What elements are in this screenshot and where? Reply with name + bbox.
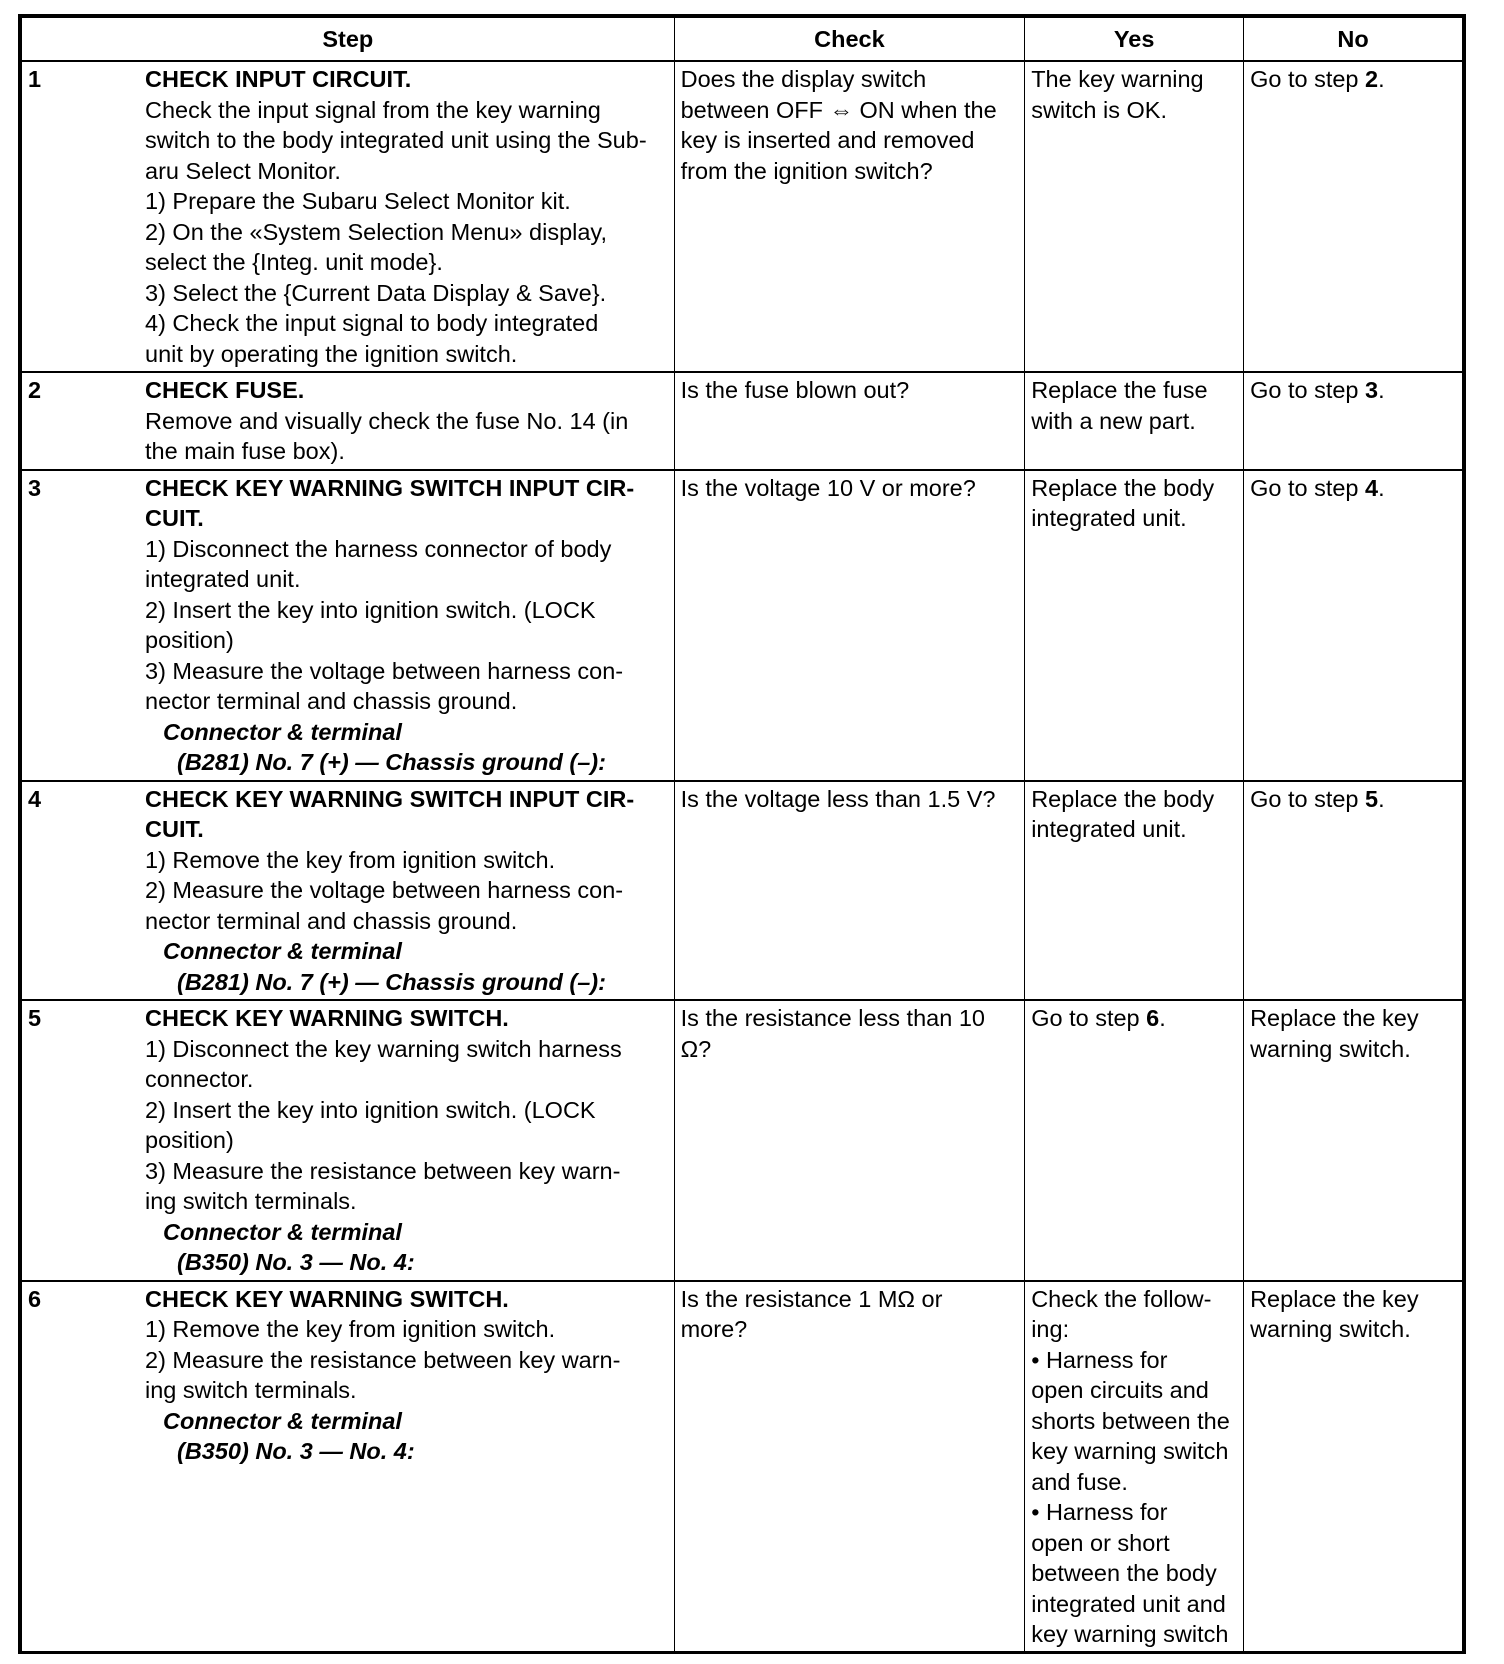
check-line: between OFF ⇔ ON when the [680,96,997,123]
connector-value: (B350) No. 3 — No. 4: [177,1438,415,1464]
connector-value: (B281) No. 7 (+) — Chassis ground (–): [177,968,606,995]
no-suffix: . [1378,377,1385,403]
yes-line: Replace the body [1031,474,1215,501]
connector-label: Connector & terminal [163,1407,402,1434]
table-row [22,1281,1463,1653]
step-line: ing switch terminals. [145,1188,357,1214]
step-line: 1) Disconnect the key warning switch harness [145,1035,622,1062]
yes-line: • Harness for [1031,1346,1168,1373]
step-title: CHECK KEY WARNING SWITCH INPUT CIR- [145,785,635,812]
yes-line: ing: [1031,1316,1070,1342]
table-row [22,470,1463,781]
no-suffix: . [1378,785,1385,812]
step-title: CUIT. [145,816,204,842]
step-line: position) [145,627,234,653]
no-line: Replace the key [1250,1285,1419,1312]
yes-line: and fuse. [1031,1468,1128,1495]
no-step-ref: 4 [1365,474,1379,501]
yes-suffix: . [1159,1005,1166,1031]
step-line: Remove and visually check the fuse No. 14 (in [145,407,629,434]
yes-line: open or short [1031,1529,1170,1556]
step-number: 3 [28,474,42,501]
step-number: 1 [28,66,42,92]
no-cell [1244,372,1463,470]
check-cell [674,781,1025,1001]
step-line: 4) Check the input signal to body integrated [145,310,599,336]
step-title: CHECK FUSE. [145,377,305,403]
yes-line: Check the follow- [1031,1285,1212,1312]
no-step-ref: 2 [1365,66,1379,92]
step-line: ing switch terminals. [145,1377,357,1403]
step-cell [22,61,675,372]
check-line: more? [680,1316,748,1342]
check-line: Is the resistance 1 MΩ or [680,1285,943,1312]
no-suffix: . [1378,66,1385,92]
step-title: CUIT. [145,505,204,531]
step-cell [22,1000,675,1281]
step-line: 2) Measure the resistance between key warn- [145,1346,621,1373]
step-cell [22,781,675,1001]
check-cell [674,61,1025,372]
step-cell [22,1281,675,1653]
diagnostic-table-page [18,14,1466,1654]
step-line: 3) Measure the voltage between harness con- [145,657,624,684]
step-line: select the {Integ. unit mode}. [145,249,443,275]
step-line: 1) Disconnect the harness connector of body [145,535,612,562]
no-step-ref: 5 [1365,785,1379,812]
yes-cell [1025,372,1244,470]
no-cell [1244,1000,1463,1281]
step-line: connector. [145,1066,254,1092]
check-line: Is the voltage 10 V or more? [680,474,976,501]
step-line: 1) Remove the key from ignition switch. [145,1316,556,1342]
no-cell [1244,781,1463,1001]
table-row [22,1000,1463,1281]
step-line: 1) Remove the key from ignition switch. [145,846,556,873]
yes-cell [1025,470,1244,781]
step-line: aru Select Monitor. [145,157,341,184]
step-number: 2 [28,377,42,403]
no-line: warning switch. [1250,1035,1411,1062]
yes-cell [1025,61,1244,372]
no-cell [1244,61,1463,372]
check-line: Does the display switch [680,66,927,92]
yes-line: between the body [1031,1560,1217,1586]
step-line: nector terminal and chassis ground. [145,688,518,714]
header-check: Check [674,18,1025,62]
diagnostic-table [21,17,1463,1653]
check-line: from the ignition switch? [680,157,933,184]
check-cell [674,1281,1025,1653]
no-text: Go to step [1250,785,1366,812]
step-line: 1) Prepare the Subaru Select Monitor kit. [145,188,571,214]
yes-line: integrated unit and [1031,1590,1226,1617]
yes-text: Go to step [1031,1005,1147,1031]
check-cell [674,1000,1025,1281]
yes-line: The key warning [1031,66,1204,92]
yes-line: with a new part. [1031,407,1196,434]
no-suffix: . [1378,474,1385,501]
no-text: Go to step [1250,377,1366,403]
yes-line: key warning switch [1031,1438,1229,1464]
step-line: 2) Insert the key into ignition switch. (LOCK [145,1096,596,1123]
no-step-ref: 3 [1365,377,1379,403]
check-cell [674,470,1025,781]
step-line: position) [145,1127,234,1153]
yes-line: open circuits and [1031,1377,1209,1403]
table-row [22,781,1463,1001]
yes-line: integrated unit. [1031,816,1187,842]
step-title: CHECK KEY WARNING SWITCH. [145,1005,509,1031]
connector-label: Connector & terminal [163,938,402,964]
no-cell [1244,470,1463,781]
step-line: 2) Insert the key into ignition switch. (LOCK [145,596,596,623]
yes-line: Replace the fuse [1031,377,1208,403]
yes-line: integrated unit. [1031,505,1187,531]
step-line: the main fuse box). [145,438,345,464]
check-line: Is the resistance less than 10 Ω? [680,1005,985,1062]
table-row [22,372,1463,470]
no-text: Go to step [1250,474,1366,501]
step-line: switch to the body integrated unit using the Sub- [145,127,647,153]
header-step: Step [22,18,675,62]
step-title: CHECK KEY WARNING SWITCH. [145,1285,509,1312]
yes-line: key warning switch [1031,1621,1229,1647]
header-yes: Yes [1025,18,1244,62]
step-title: CHECK INPUT CIRCUIT. [145,66,412,92]
yes-cell [1025,781,1244,1001]
connector-value: (B281) No. 7 (+) — Chassis ground (–): [177,749,606,775]
connector-label: Connector & terminal [163,718,402,745]
step-line: integrated unit. [145,566,301,592]
header-no: No [1244,18,1463,62]
check-cell [674,372,1025,470]
table-header-row [22,18,1463,62]
step-line: 3) Measure the resistance between key warn- [145,1157,621,1184]
check-line: Is the fuse blown out? [680,377,910,403]
step-line: 2) Measure the voltage between harness con- [145,877,624,903]
yes-cell [1025,1281,1244,1653]
no-cell [1244,1281,1463,1653]
yes-line: shorts between the [1031,1407,1230,1434]
connector-label: Connector & terminal [163,1218,402,1245]
yes-line: • Harness for [1031,1499,1168,1525]
check-line: key is inserted and removed [680,127,975,153]
no-line: Replace the key [1250,1005,1419,1031]
step-number: 4 [28,785,42,812]
step-line: Check the input signal from the key warning [145,96,601,123]
table-row [22,61,1463,372]
no-text: Go to step [1250,66,1366,92]
step-number: 6 [28,1285,42,1312]
yes-line: switch is OK. [1031,96,1168,123]
step-line: 3) Select the {Current Data Display & Save}. [145,279,607,306]
step-line: unit by operating the ignition switch. [145,340,518,367]
no-line: warning switch. [1250,1316,1411,1342]
step-cell [22,372,675,470]
step-line: nector terminal and chassis ground. [145,907,518,934]
step-line: 2) On the «System Selection Menu» display, [145,218,607,245]
yes-step-ref: 6 [1146,1005,1160,1031]
step-cell [22,470,675,781]
check-line: Is the voltage less than 1.5 V? [680,785,996,812]
yes-line: Replace the body [1031,785,1215,812]
step-number: 5 [28,1005,42,1031]
yes-cell [1025,1000,1244,1281]
connector-value: (B350) No. 3 — No. 4: [177,1249,415,1275]
step-title: CHECK KEY WARNING SWITCH INPUT CIR- [145,474,635,501]
